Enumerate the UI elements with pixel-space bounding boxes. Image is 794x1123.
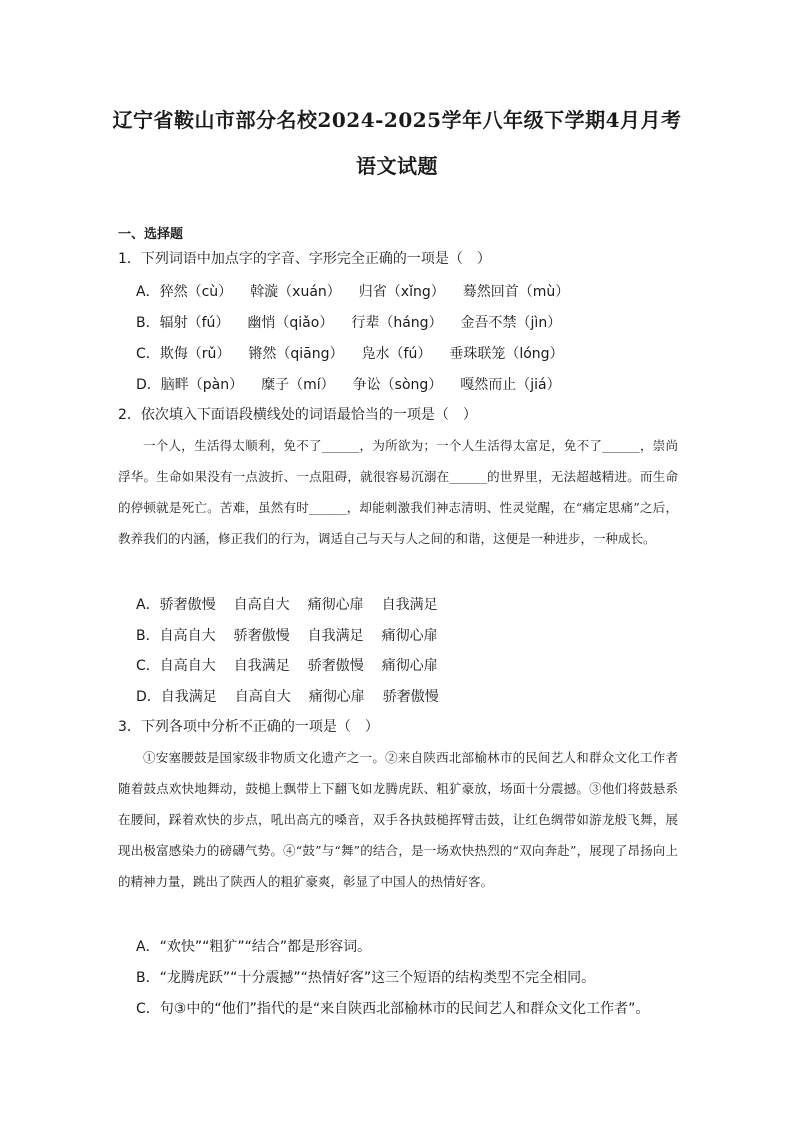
option-item: 金吾不禁（jìn）: [460, 315, 562, 331]
option-item: 痛彻心扉: [381, 658, 438, 674]
option-item: 归省（xǐng）: [358, 284, 445, 300]
question-2-option-a[interactable]: [136, 594, 456, 614]
option-item: 斡漩（xuán）: [250, 284, 341, 300]
option-item: 自我满足: [381, 597, 438, 613]
question-1-option-b[interactable]: [136, 312, 575, 332]
option-item: D．脑畔（pàn）: [136, 377, 244, 393]
option-item: 痛彻心扉: [381, 628, 438, 644]
question-1-option-d[interactable]: [136, 374, 575, 394]
option-item: B．辐射（fú）: [136, 315, 230, 331]
question-3-option-a[interactable]: A．“欢快”“粗犷”“结合”都是形容词。: [136, 939, 372, 955]
option-item: 行辈（háng）: [351, 315, 443, 331]
option-item: A．骄奢傲慢: [136, 597, 216, 613]
option-item: 嘎然而止（jiá）: [460, 377, 561, 393]
option-item: 自高自大: [234, 689, 291, 705]
question-1-option-c[interactable]: [136, 343, 578, 363]
option-item: 凫水（fú）: [361, 346, 432, 362]
option-item: D．自我满足: [136, 689, 217, 705]
question-3-option-c[interactable]: C．句③中的“他们”指代的是“来自陕西北部榆林市的民间艺人和群众文化工作者”。: [136, 1001, 650, 1017]
option-item: 骄奢傲慢: [233, 628, 290, 644]
option-item: C．自高自大: [136, 658, 216, 674]
option-item: A．猝然（cù）: [136, 284, 233, 300]
option-item: 垂珠联笼（lóng）: [449, 346, 564, 362]
question-3-option-b[interactable]: B．“龙腾虎跃”“十分震撼”“热情好客”这三个短语的结构类型不完全相同。: [136, 970, 596, 986]
passage-text: 一个人，生活得太顺利，免不了______，为所欲为；一个人生活得太富足，免不了______，崇尚浮华。生命如果没有一点波折、一点阻碍，就很容易沉溺在______的世界里，无法超越精进。而生命的停顿就是死亡。苦难，虽然有时______，却能刺激我们神志清明、性灵觉醒，在“痛定思痛”之后，教养我们的内涵，修正我们的行为，调适自己与天与人之间的和谐，这便是一种进步，一种成长。: [118, 438, 678, 546]
question-2-option-d[interactable]: [136, 686, 457, 706]
question-2-option-c[interactable]: [136, 655, 456, 675]
option-item: B．自高自大: [136, 628, 216, 644]
question-1-option-a[interactable]: [136, 281, 583, 301]
page-subtitle: 语文试题: [356, 154, 438, 178]
question-1-stem: 1．下列词语中加点字的字音、字形完全正确的一项是（ ）: [118, 251, 491, 267]
section-heading: 一、选择题: [118, 227, 184, 242]
question-2-option-b[interactable]: [136, 625, 456, 645]
question-2-stem: 2．依次填入下面语段横线处的词语最恰当的一项是（ ）: [118, 407, 477, 423]
option-item: 痛彻心扉: [307, 597, 364, 613]
option-item: 争讼（sòng）: [352, 377, 443, 393]
option-item: 自我满足: [233, 658, 290, 674]
option-item: 痛彻心扉: [308, 689, 365, 705]
option-item: 自高自大: [233, 597, 290, 613]
option-item: 糜子（mí）: [261, 377, 335, 393]
option-item: 幽悄（qiǎo）: [247, 315, 334, 331]
question-2-passage: [118, 430, 678, 554]
option-item: C．欺侮（rǔ）: [136, 346, 231, 362]
page-title: 辽宁省鞍山市部分名校2024-2025学年八年级下学期4月月考: [112, 108, 682, 132]
option-item: 蓦然回首（mù）: [462, 284, 570, 300]
question-3-stem: 3．下列各项中分析不正确的一项是（ ）: [118, 719, 379, 735]
option-item: 锵然（qiāng）: [248, 346, 344, 362]
option-item: 自我满足: [307, 628, 364, 644]
question-3-passage: [118, 742, 678, 897]
option-item: 骄奢傲慢: [307, 658, 364, 674]
passage-text: ①安塞腰鼓是国家级非物质文化遗产之一。②来自陕西北部榆林市的民间艺人和群众文化工作者随着鼓点欢快地舞动，鼓槌上飘带上下翻飞如龙腾虎跃、粗犷豪放，场面十分震撼。③他们将鼓悬系在腰间，踩着欢快的步点，吼出高亢的嗓音，双手各执鼓槌挥臂击鼓，让红色绸带如游龙般飞舞，展现出极富感染力的磅礴气势。④“鼓”与“舞”的结合，是一场欢快热烈的“双向奔赴”，展现了昂扬向上的精神力量，跳出了陕西人的粗犷豪爽，彰显了中国人的热情好客。: [118, 750, 678, 889]
option-item: 骄奢傲慢: [382, 689, 439, 705]
